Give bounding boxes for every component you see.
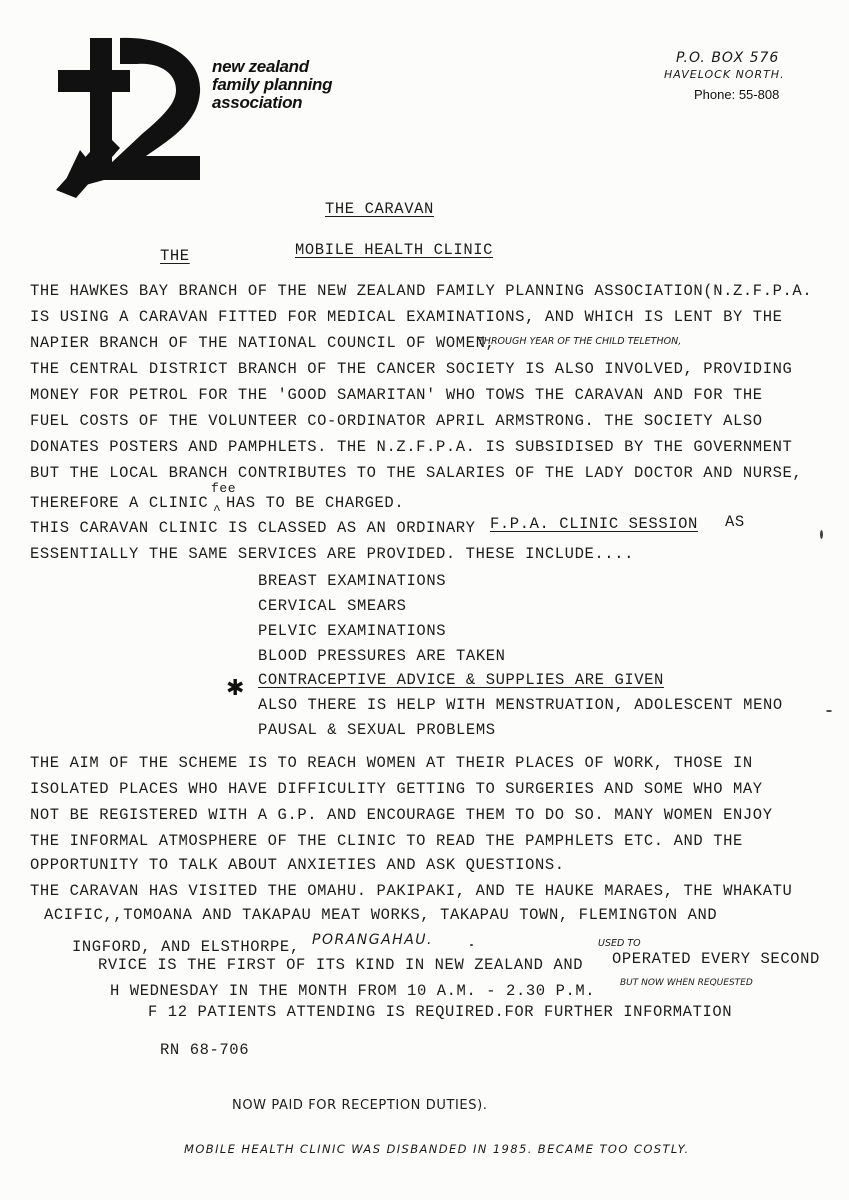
para1-line-7: DONATES POSTERS AND PAMPHLETS. THE N.Z.F.P.A. IS SUBSIDISED BY THE GOVERNMENT [30,438,793,456]
para5-line-4: RN 68-706 [160,1041,250,1059]
footer-handwritten: MOBILE HEALTH CLINIC WAS DISBANDED IN 1985. BECAME TOO COSTLY. [184,1142,690,1156]
para1-line-1: THE HAWKES BAY BRANCH OF THE NEW ZEALAND FAMILY PLANNING ASSOCIATION(N.Z.F.P.A. [30,282,813,300]
document-title: THE CARAVAN [325,200,434,218]
para4-line-1: THE CARAVAN HAS VISITED THE OMAHU. PAKIPAKI, AND TE HAUKE MARAES, THE WHAKATU [30,882,793,900]
para5-line-3: F 12 PATIENTS ATTENDING IS REQUIRED.FOR FURTHER INFORMATION [148,1003,733,1021]
service-1: BREAST EXAMINATIONS [258,572,447,590]
para5-line-1b: OPERATED EVERY SECOND [612,950,820,968]
fpa-logo [50,30,210,200]
po-box: P.O. BOX 576 [676,50,780,66]
fee-insert: fee [211,481,237,496]
service-3: PELVIC EXAMINATIONS [258,622,447,640]
para2-line-1b: F.P.A. CLINIC SESSION [490,515,698,533]
service-6: ALSO THERE IS HELP WITH MENSTRUATION, ADOLESCENT MENO [258,696,783,714]
org-line-3: association [212,93,303,112]
para4-line-2: ACIFIC,,TOMOANA AND TAKAPAU MEAT WORKS, TAKAPAU TOWN, FLEMINGTON AND [44,906,718,924]
para5-line-1a: RVICE IS THE FIRST OF ITS KIND IN NEW ZEALAND AND [98,956,584,974]
para2-line-1c: AS [725,513,745,531]
para1-line-9a: THEREFORE A CLINIC [30,494,209,512]
scan-speck [820,530,823,539]
scan-speck [826,710,832,712]
insert-caret: ^ [213,503,222,518]
para3-line-4: THE INFORMAL ATMOSPHERE OF THE CLINIC TO READ THE PAMPHLETS ETC. AND THE [30,832,743,850]
asterisk-mark: ✱ [226,676,245,701]
footer-typed: NOW PAID FOR RECEPTION DUTIES). [232,1098,488,1113]
para1-line-5: MONEY FOR PETROL FOR THE 'GOOD SAMARITAN' WHO TOWS THE CARAVAN AND FOR THE [30,386,763,404]
subtitle-left: THE [160,247,190,265]
para3-line-1: THE AIM OF THE SCHEME IS TO REACH WOMEN AT THEIR PLACES OF WORK, THOSE IN [30,754,753,772]
org-line-1: new zealand [212,57,309,76]
para1-line-3: NAPIER BRANCH OF THE NATIONAL COUNCIL OF WOMEN, [30,334,496,352]
handwritten-now-when-requested: BUT NOW WHEN REQUESTED [620,978,753,988]
organisation-name [212,58,332,112]
para4-line-3: INGFORD, AND ELSTHORPE, [72,938,300,956]
handwritten-used-to: USED TO [598,938,641,949]
service-7: PAUSAL & SEXUAL PROBLEMS [258,721,496,739]
para2-line-1a: THIS CARAVAN CLINIC IS CLASSED AS AN ORDINARY [30,519,476,537]
town: HAVELOCK NORTH. [664,68,785,81]
service-5: CONTRACEPTIVE ADVICE & SUPPLIES ARE GIVEN [258,671,664,689]
para1-line-8: BUT THE LOCAL BRANCH CONTRIBUTES TO THE SALARIES OF THE LADY DOCTOR AND NURSE, [30,464,803,482]
org-line-2: family planning [212,75,333,94]
para2-line-2: ESSENTIALLY THE SAME SERVICES ARE PROVIDED. THESE INCLUDE.... [30,545,634,563]
subtitle-right: MOBILE HEALTH CLINIC [295,241,494,259]
para1-line-6: FUEL COSTS OF THE VOLUNTEER CO-ORDINATOR APRIL ARMSTRONG. THE SOCIETY ALSO [30,412,763,430]
para3-line-2: ISOLATED PLACES WHO HAVE DIFFICULITY GETTING TO SURGERIES AND SOME WHO MAY [30,780,763,798]
handwritten-telethon-note: THROUGH YEAR OF THE CHILD TELETHON, [478,336,682,347]
service-2: CERVICAL SMEARS [258,597,407,615]
para1-line-2: IS USING A CARAVAN FITTED FOR MEDICAL EXAMINATIONS, AND WHICH IS LENT BY THE [30,308,783,326]
para5-line-2a: H WEDNESDAY IN THE MONTH FROM 10 A.M. - 2.30 P.M. [110,982,596,1000]
para3-line-3: NOT BE REGISTERED WITH A G.P. AND ENCOURAGE THEM TO DO SO. MANY WOMEN ENJOY [30,806,773,824]
para1-line-4: THE CENTRAL DISTRICT BRANCH OF THE CANCER SOCIETY IS ALSO INVOLVED, PROVIDING [30,360,793,378]
para1-line-9b: HAS TO BE CHARGED. [226,494,405,512]
service-4: BLOOD PRESSURES ARE TAKEN [258,647,506,665]
para3-line-5: OPPORTUNITY TO TALK ABOUT ANXIETIES AND ASK QUESTIONS. [30,856,565,874]
phone: Phone: 55-808 [694,87,780,102]
handwritten-porangahau: PORANGAHAU. [312,932,433,948]
scan-speck [470,944,473,946]
